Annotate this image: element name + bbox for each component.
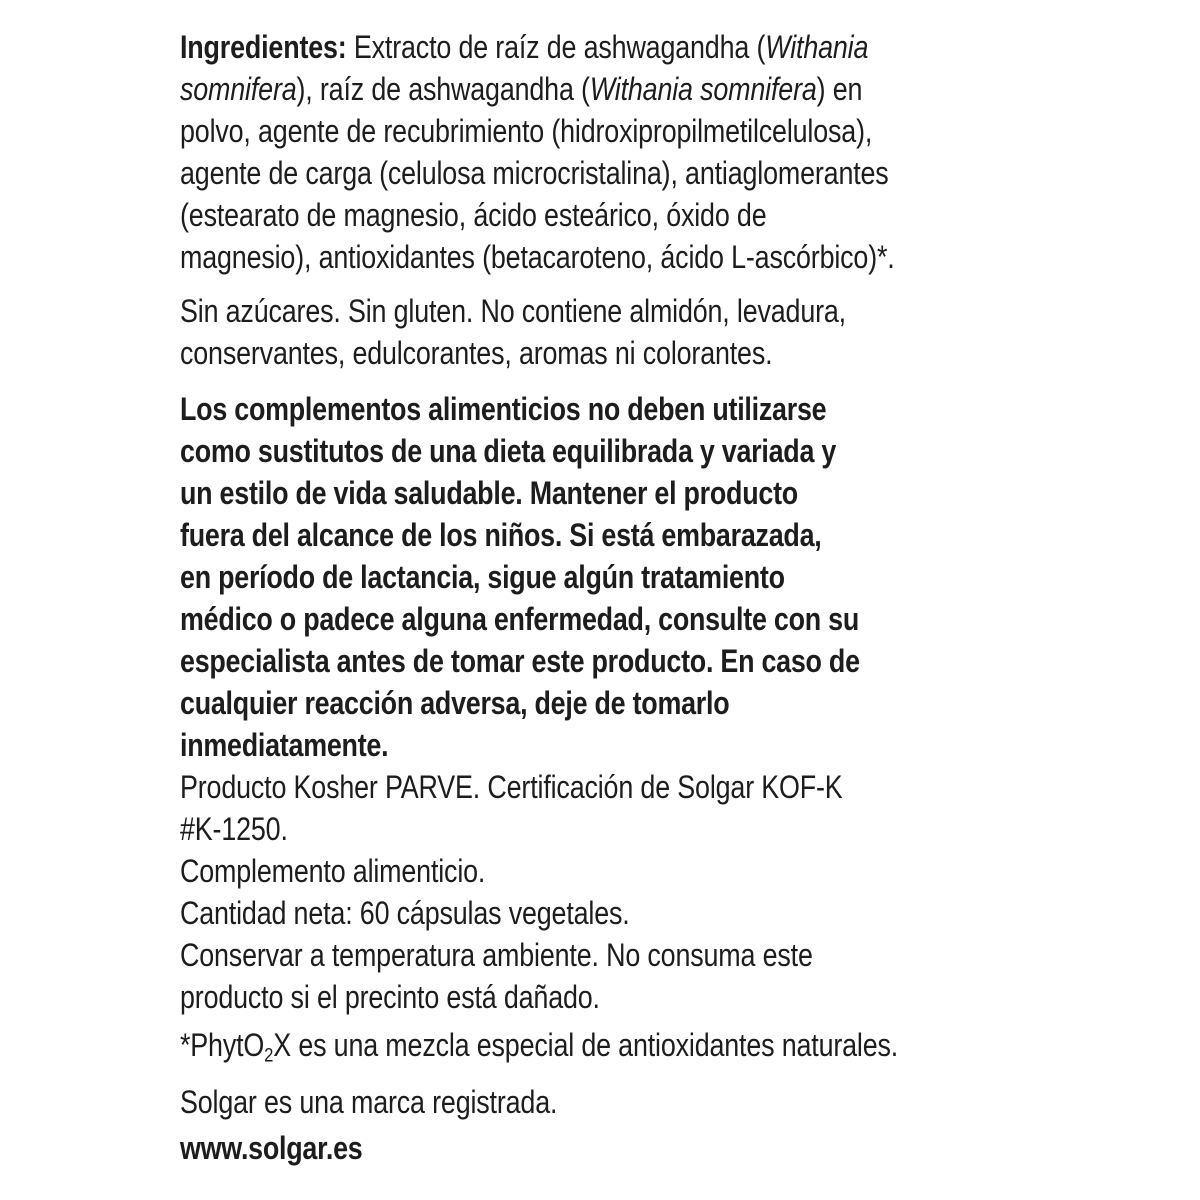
supplement-type-paragraph	[180, 850, 976, 892]
label-line: en período de lactancia, sigue algún tratamiento	[180, 559, 785, 595]
label-line: inmediatamente.	[180, 727, 389, 763]
label-line: médico o padece alguna enfermedad, consulte con su	[180, 601, 859, 637]
label-line: cualquier reacción adversa, deje de tomarlo	[180, 685, 730, 721]
label-line: especialista antes de tomar este producto. En caso de	[180, 643, 860, 679]
label-line: Producto Kosher PARVE. Certificación de Solgar KOF-K	[180, 769, 843, 805]
label-line: (estearato de magnesio, ácido esteárico, óxido de	[180, 197, 767, 233]
label-line: Los complementos alimenticios no deben utilizarse	[180, 391, 827, 427]
phyto2x-note-paragraph	[180, 1024, 976, 1077]
warning-paragraph	[180, 388, 976, 766]
trademark-paragraph	[180, 1081, 976, 1123]
label-line: #K-1250.	[180, 811, 288, 847]
free-from-paragraph	[180, 290, 976, 374]
website-paragraph	[180, 1127, 976, 1169]
label-line: Cantidad neta: 60 cápsulas vegetales.	[180, 895, 630, 931]
label-line: fuera del alcance de los niños. Si está embarazada,	[180, 517, 822, 553]
label-line: Conservar a temperatura ambiente. No consuma este	[180, 937, 813, 973]
label-line: *PhytO$_2$X es una mezcla especial de antioxidantes naturales.	[180, 1027, 899, 1067]
label-text	[180, 26, 976, 1169]
label-line: somnifera), raíz de ashwagandha (Withania somnifera) en	[180, 71, 863, 107]
label-line: Solgar es una marca registrada.	[180, 1083, 558, 1120]
label-line: producto si el precinto está dañado.	[180, 979, 600, 1015]
label-line: www.solgar.es	[180, 1129, 363, 1166]
label-line: Sin azúcares. Sin gluten. No contiene almidón, levadura,	[180, 293, 846, 329]
label-line: Ingredientes: Extracto de raíz de ashwagandha (Withania	[180, 29, 869, 65]
label-line: polvo, agente de recubrimiento (hidroxipropilmetilcelulosa),	[180, 113, 873, 149]
label-line: agente de carga (celulosa microcristalina), antiaglomerantes	[180, 155, 889, 191]
ingredients-paragraph	[180, 26, 976, 278]
label-line: Complemento alimenticio.	[180, 853, 486, 889]
kosher-paragraph	[180, 766, 976, 850]
storage-paragraph	[180, 934, 976, 1018]
label-line: como sustitutos de una dieta equilibrada y variada y	[180, 433, 837, 469]
label-line: conservantes, edulcorantes, aromas ni colorantes.	[180, 335, 773, 371]
net-quantity-paragraph	[180, 892, 976, 934]
label-line: magnesio), antioxidantes (betacaroteno, ácido L-ascórbico)*.	[180, 239, 895, 275]
label-line: un estilo de vida saludable. Mantener el producto	[180, 475, 798, 511]
